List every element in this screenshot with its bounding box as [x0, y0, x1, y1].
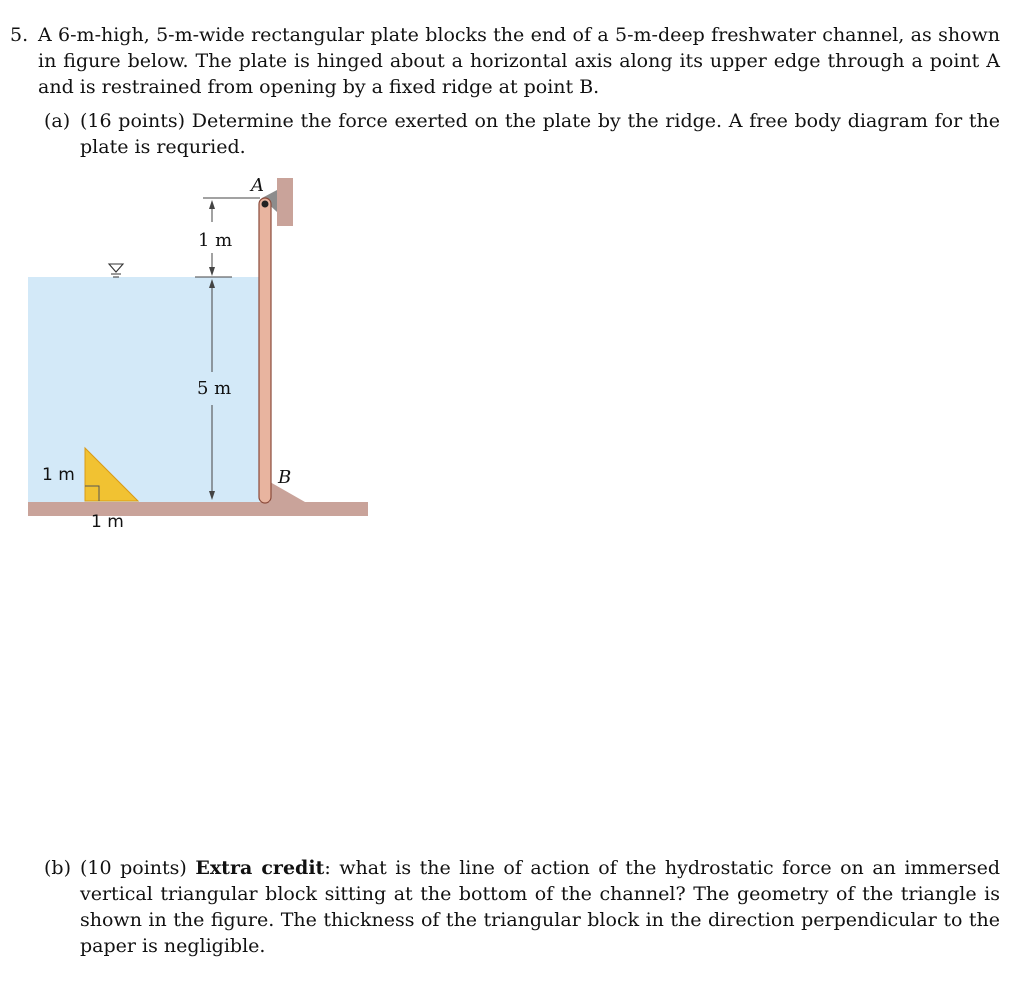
tri-base-label: 1 m — [91, 512, 124, 532]
part-b-label: (b) — [44, 857, 71, 879]
gate-plate — [259, 198, 271, 503]
figure-svg — [0, 160, 420, 540]
part-a-points: (16 points) — [80, 110, 186, 132]
problem-number: 5. — [10, 24, 29, 46]
label-b: B — [278, 467, 292, 488]
problem-statement — [10, 22, 1000, 100]
arrow-top-down-icon — [209, 267, 215, 276]
channel-floor — [28, 502, 368, 516]
part-b-body — [80, 855, 1000, 959]
hinge-wall — [277, 178, 293, 226]
part-a-text: Determine the force exerted on the plate by the ridge. A free body diagram for the plate is requried. — [80, 110, 1000, 158]
part-a-body — [80, 108, 1000, 160]
part-b-text: : what is the line of action of the hydrostatic force on an immersed vertical triangular block sitting at the bottom of the channel? The geometry of the triangle is shown in the figure. The thickness of the triangular block in the direction perpendicular to the paper is negligible. — [80, 857, 1001, 957]
problem-text: A 6-m-high, 5-m-wide rectangular plate blocks the end of a 5-m-deep freshwater channel, as shown in figure below. The plate is hinged about a horizontal axis along its upper edge through a point A and is restrained from opening by a fixed ridge at point B. — [38, 24, 1000, 98]
part-b-bold: Extra credit — [195, 857, 325, 879]
dim-top-label: 1 m — [198, 230, 233, 251]
part-a — [44, 108, 1000, 160]
tri-height-label: 1 m — [42, 465, 75, 485]
hinge-pin-icon — [262, 201, 269, 208]
part-a-label: (a) — [44, 110, 71, 132]
free-surface-icon — [109, 264, 123, 272]
label-a: A — [251, 175, 264, 196]
dim-depth-label: 5 m — [197, 378, 232, 399]
channel-figure — [0, 160, 420, 540]
part-b — [44, 855, 1000, 959]
part-b-points: (10 points) — [80, 857, 187, 879]
arrow-top-up-icon — [209, 200, 215, 209]
